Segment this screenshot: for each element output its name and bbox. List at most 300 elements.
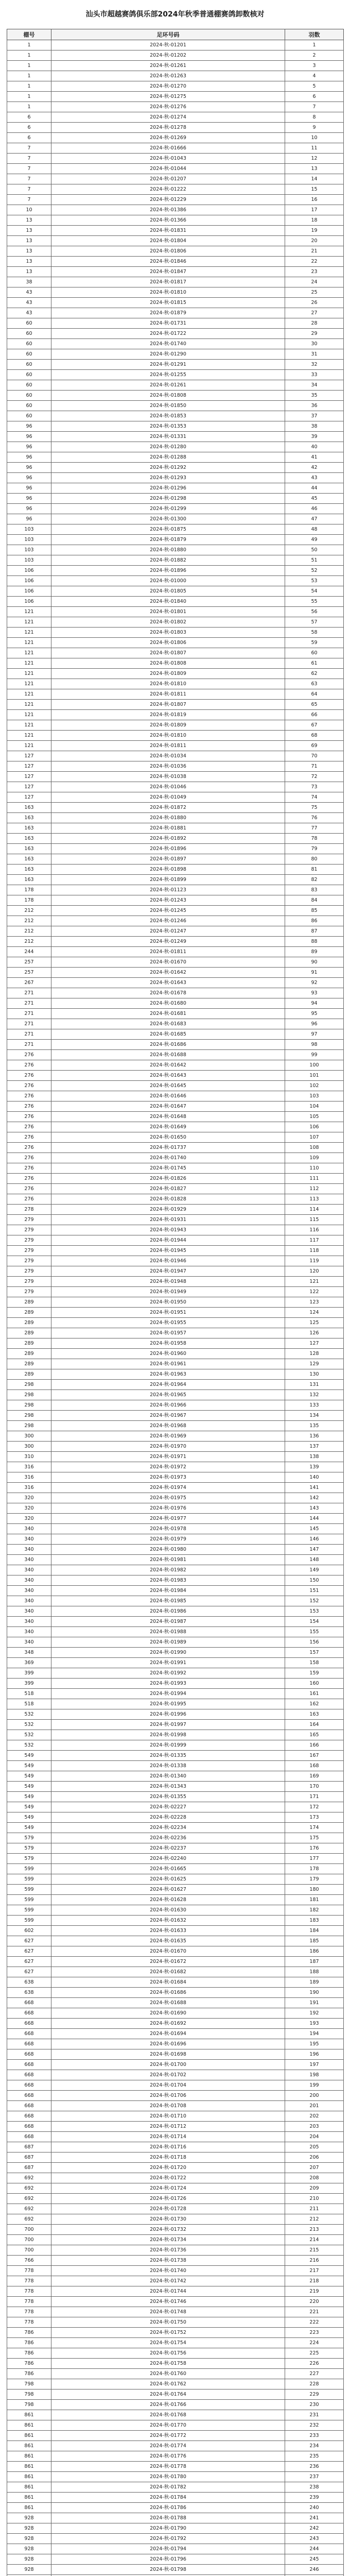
cell-count: 184 (285, 1926, 344, 1936)
table-row (7, 1575, 344, 1586)
cell-loft-number: 178 (7, 885, 51, 895)
cell-ring-number: 2024-秋-01801 (51, 607, 285, 617)
cell-ring-number: 2024-秋-01879 (51, 535, 285, 545)
cell-ring-number: 2024-秋-01806 (51, 246, 285, 257)
cell-ring-number: 2024-秋-01630 (51, 1905, 285, 1916)
cell-loft-number: 599 (7, 1874, 51, 1885)
table-row (7, 2420, 344, 2431)
cell-ring-number: 2024-秋-01804 (51, 236, 285, 246)
cell-ring-number: 2024-秋-01810 (51, 679, 285, 689)
cell-loft-number: 121 (7, 628, 51, 638)
cell-ring-number: 2024-秋-01296 (51, 483, 285, 494)
cell-loft-number: 668 (7, 2019, 51, 2029)
table-row (7, 174, 344, 184)
cell-loft-number: 668 (7, 2080, 51, 2091)
cell-loft-number: 276 (7, 1194, 51, 1205)
cell-count: 76 (285, 813, 344, 823)
cell-ring-number: 2024-秋-01960 (51, 1349, 285, 1359)
table-row (7, 1132, 344, 1143)
table-row (7, 916, 344, 926)
cell-count: 207 (285, 2163, 344, 2173)
cell-ring-number: 2024-秋-01944 (51, 1235, 285, 1246)
cell-ring-number: 2024-秋-01255 (51, 370, 285, 380)
cell-loft-number: 778 (7, 2307, 51, 2317)
cell-count: 2 (285, 50, 344, 61)
table-header-row (7, 29, 344, 40)
table-row (7, 1658, 344, 1668)
cell-count: 199 (285, 2080, 344, 2091)
table-row (7, 2544, 344, 2554)
cell-count: 13 (285, 164, 344, 174)
cell-loft-number: 340 (7, 1637, 51, 1648)
cell-loft-number: 289 (7, 1369, 51, 1380)
table-row (7, 524, 344, 535)
table-row (7, 823, 344, 834)
cell-count: 37 (285, 411, 344, 421)
cell-loft-number: 340 (7, 1524, 51, 1534)
cell-ring-number: 2024-秋-01974 (51, 1483, 285, 1493)
cell-loft-number: 549 (7, 1751, 51, 1761)
table-row (7, 2276, 344, 2286)
cell-count: 114 (285, 1205, 344, 1215)
cell-count: 50 (285, 545, 344, 555)
cell-loft-number: 60 (7, 349, 51, 360)
cell-ring-number: 2024-秋-01728 (51, 2204, 285, 2214)
cell-loft-number: 279 (7, 1246, 51, 1256)
cell-ring-number: 2024-秋-01722 (51, 2173, 285, 2183)
table-row (7, 1771, 344, 1782)
cell-ring-number: 2024-秋-01366 (51, 215, 285, 226)
table-row (7, 1720, 344, 1730)
cell-loft-number: 278 (7, 1205, 51, 1215)
cell-loft-number: 163 (7, 813, 51, 823)
cell-count: 73 (285, 782, 344, 792)
table-row (7, 380, 344, 391)
cell-loft-number: 599 (7, 1916, 51, 1926)
cell-count: 185 (285, 1936, 344, 1946)
table-row (7, 1380, 344, 1390)
cell-loft-number: 549 (7, 1792, 51, 1802)
table-row (7, 246, 344, 257)
table-row (7, 1936, 344, 1946)
cell-count: 117 (285, 1235, 344, 1246)
cell-ring-number: 2024-秋-01796 (51, 2554, 285, 2565)
cell-loft-number: 276 (7, 1071, 51, 1081)
cell-ring-number: 2024-秋-01802 (51, 617, 285, 628)
table-row (7, 298, 344, 308)
cell-ring-number: 2024-秋-01879 (51, 308, 285, 318)
cell-count: 182 (285, 1905, 344, 1916)
cell-ring-number: 2024-秋-01249 (51, 937, 285, 947)
cell-count: 205 (285, 2142, 344, 2153)
cell-count: 202 (285, 2111, 344, 2122)
cell-count: 213 (285, 2225, 344, 2235)
cell-count: 12 (285, 154, 344, 164)
cell-count: 190 (285, 1988, 344, 1998)
cell-count: 221 (285, 2307, 344, 2317)
cell-ring-number: 2024-秋-01808 (51, 391, 285, 401)
cell-count: 18 (285, 215, 344, 226)
cell-count: 138 (285, 1452, 344, 1462)
cell-count: 240 (285, 2503, 344, 2513)
cell-loft-number: 163 (7, 865, 51, 875)
table-row (7, 978, 344, 988)
cell-loft-number: 340 (7, 1617, 51, 1627)
table-row (7, 1359, 344, 1369)
cell-count: 90 (285, 957, 344, 968)
cell-count: 16 (285, 195, 344, 205)
cell-loft-number: 340 (7, 1555, 51, 1565)
table-row (7, 92, 344, 102)
table-row (7, 957, 344, 968)
table-row (7, 2534, 344, 2544)
page-title: 汕头市超越赛鸽俱乐部2024年秋季普通棚赛鸽卸数核对 (85, 10, 265, 19)
cell-loft-number: 96 (7, 504, 51, 514)
cell-ring-number: 2024-秋-01971 (51, 1452, 285, 1462)
cell-count: 95 (285, 1009, 344, 1019)
cell-ring-number: 2024-秋-01261 (51, 380, 285, 391)
table-row (7, 1957, 344, 1967)
cell-count: 45 (285, 494, 344, 504)
cell-loft-number: 861 (7, 2451, 51, 2462)
cell-ring-number: 2024-秋-01991 (51, 1658, 285, 1668)
cell-ring-number: 2024-秋-01782 (51, 2482, 285, 2493)
table-row (7, 1689, 344, 1699)
cell-ring-number: 2024-秋-01840 (51, 597, 285, 607)
table-row (7, 1998, 344, 2008)
cell-loft-number: 1 (7, 102, 51, 112)
cell-count: 28 (285, 318, 344, 329)
table-row (7, 854, 344, 865)
cell-loft-number: 43 (7, 298, 51, 308)
table-row (7, 710, 344, 720)
cell-count: 214 (285, 2235, 344, 2245)
table-row (7, 1338, 344, 1349)
table-row (7, 1823, 344, 1833)
cell-ring-number: 2024-秋-01810 (51, 287, 285, 298)
cell-ring-number: 2024-秋-01968 (51, 1421, 285, 1431)
cell-loft-number: 602 (7, 1926, 51, 1936)
cell-ring-number: 2024-秋-01710 (51, 2111, 285, 2122)
cell-loft-number: 687 (7, 2153, 51, 2163)
cell-loft-number: 279 (7, 1235, 51, 1246)
cell-ring-number: 2024-秋-01970 (51, 1442, 285, 1452)
cell-count: 147 (285, 1545, 344, 1555)
table-row (7, 473, 344, 483)
cell-ring-number: 2024-秋-01847 (51, 267, 285, 277)
table-row (7, 988, 344, 998)
cell-loft-number: 668 (7, 2101, 51, 2111)
cell-count: 156 (285, 1637, 344, 1648)
cell-ring-number: 2024-秋-01872 (51, 803, 285, 813)
table-row (7, 123, 344, 133)
table-row (7, 2348, 344, 2359)
cell-loft-number: 668 (7, 2070, 51, 2080)
cell-count: 59 (285, 638, 344, 648)
cell-loft-number: 1 (7, 50, 51, 61)
cell-count: 81 (285, 865, 344, 875)
cell-ring-number: 2024-秋-01635 (51, 1936, 285, 1946)
cell-loft-number: 316 (7, 1462, 51, 1472)
cell-loft-number: 289 (7, 1318, 51, 1328)
cell-loft-number: 276 (7, 1091, 51, 1101)
cell-count: 100 (285, 1060, 344, 1071)
cell-count: 153 (285, 1606, 344, 1617)
table-row (7, 1246, 344, 1256)
cell-loft-number: 340 (7, 1586, 51, 1596)
cell-count: 233 (285, 2431, 344, 2441)
cell-ring-number: 2024-秋-01768 (51, 2410, 285, 2420)
cell-loft-number: 687 (7, 2142, 51, 2153)
cell-ring-number: 2024-秋-01758 (51, 2359, 285, 2369)
cell-ring-number: 2024-秋-01949 (51, 1287, 285, 1297)
cell-ring-number: 2024-秋-01966 (51, 1400, 285, 1411)
table-row (7, 1112, 344, 1122)
cell-count: 40 (285, 442, 344, 452)
cell-ring-number: 2024-秋-01946 (51, 1256, 285, 1266)
cell-count: 15 (285, 184, 344, 195)
cell-count: 67 (285, 720, 344, 731)
cell-ring-number: 2024-秋-01293 (51, 473, 285, 483)
table-row (7, 2472, 344, 2482)
cell-ring-number: 2024-秋-01780 (51, 2472, 285, 2482)
cell-count: 236 (285, 2462, 344, 2472)
cell-loft-number: 163 (7, 854, 51, 865)
cell-count: 234 (285, 2441, 344, 2451)
cell-loft-number: 579 (7, 1833, 51, 1843)
cell-ring-number: 2024-秋-01643 (51, 1071, 285, 1081)
table-row (7, 1184, 344, 1194)
cell-ring-number: 2024-秋-01975 (51, 1493, 285, 1503)
cell-count: 123 (285, 1297, 344, 1308)
cell-loft-number: 532 (7, 1740, 51, 1751)
cell-count: 171 (285, 1792, 344, 1802)
cell-ring-number: 2024-秋-01948 (51, 1277, 285, 1287)
table-row (7, 154, 344, 164)
cell-loft-number: 279 (7, 1215, 51, 1225)
table-row (7, 1071, 344, 1081)
table-row (7, 1545, 344, 1555)
cell-loft-number: 289 (7, 1297, 51, 1308)
cell-ring-number: 2024-秋-01670 (51, 957, 285, 968)
cell-ring-number: 2024-秋-01995 (51, 1699, 285, 1709)
table-row (7, 1905, 344, 1916)
table-row (7, 2328, 344, 2338)
table-row (7, 1751, 344, 1761)
table-row (7, 2029, 344, 2039)
cell-count: 135 (285, 1421, 344, 1431)
cell-loft-number: 96 (7, 421, 51, 432)
cell-ring-number: 2024-秋-01670 (51, 1946, 285, 1957)
cell-loft-number: 178 (7, 895, 51, 906)
cell-loft-number: 928 (7, 2565, 51, 2575)
table-row (7, 2359, 344, 2369)
table-row (7, 669, 344, 679)
cell-loft-number: 60 (7, 380, 51, 391)
table-row (7, 2039, 344, 2049)
table-row (7, 2410, 344, 2420)
cell-count: 140 (285, 1472, 344, 1483)
cell-ring-number: 2024-秋-01269 (51, 133, 285, 143)
cell-loft-number: 121 (7, 679, 51, 689)
cell-count: 183 (285, 1916, 344, 1926)
cell-loft-number: 267 (7, 978, 51, 988)
cell-ring-number: 2024-秋-01708 (51, 2101, 285, 2111)
cell-loft-number: 121 (7, 658, 51, 669)
table-row (7, 1143, 344, 1153)
cell-loft-number: 60 (7, 339, 51, 349)
cell-loft-number: 276 (7, 1112, 51, 1122)
table-row (7, 1555, 344, 1565)
cell-count: 246 (285, 2565, 344, 2575)
table-row (7, 2451, 344, 2462)
cell-count: 46 (285, 504, 344, 514)
cell-ring-number: 2024-秋-01947 (51, 1266, 285, 1277)
cell-ring-number: 2024-秋-01202 (51, 50, 285, 61)
cell-loft-number: 276 (7, 1060, 51, 1071)
cell-loft-number: 786 (7, 2369, 51, 2379)
cell-loft-number: 320 (7, 1493, 51, 1503)
cell-count: 232 (285, 2420, 344, 2431)
table-row (7, 1730, 344, 1740)
cell-ring-number: 2024-秋-01730 (51, 2214, 285, 2225)
cell-loft-number: 861 (7, 2420, 51, 2431)
cell-count: 119 (285, 1256, 344, 1266)
cell-count: 148 (285, 1555, 344, 1565)
cell-loft-number: 127 (7, 792, 51, 803)
table-row (7, 1297, 344, 1308)
cell-loft-number: 257 (7, 957, 51, 968)
cell-ring-number: 2024-秋-02234 (51, 1823, 285, 1833)
cell-count: 55 (285, 597, 344, 607)
table-row (7, 1885, 344, 1895)
cell-loft-number: 340 (7, 1534, 51, 1545)
cell-ring-number: 2024-秋-01649 (51, 1122, 285, 1132)
cell-count: 165 (285, 1730, 344, 1740)
cell-loft-number: 549 (7, 1771, 51, 1782)
cell-ring-number: 2024-秋-01803 (51, 628, 285, 638)
cell-count: 166 (285, 1740, 344, 1751)
table-row (7, 1854, 344, 1864)
cell-loft-number: 106 (7, 576, 51, 586)
cell-ring-number: 2024-秋-01685 (51, 1029, 285, 1040)
cell-count: 94 (285, 998, 344, 1009)
cell-loft-number: 700 (7, 2245, 51, 2256)
cell-loft-number: 121 (7, 731, 51, 741)
cell-loft-number: 668 (7, 2029, 51, 2039)
cell-ring-number: 2024-秋-01969 (51, 1431, 285, 1442)
cell-loft-number: 298 (7, 1421, 51, 1431)
table-row (7, 1493, 344, 1503)
cell-ring-number: 2024-秋-01807 (51, 648, 285, 658)
cell-count: 39 (285, 432, 344, 442)
cell-ring-number: 2024-秋-01696 (51, 2039, 285, 2049)
table-row (7, 813, 344, 823)
cell-loft-number: 96 (7, 442, 51, 452)
cell-ring-number: 2024-秋-01815 (51, 298, 285, 308)
cell-loft-number: 127 (7, 782, 51, 792)
table-row (7, 947, 344, 957)
cell-ring-number: 2024-秋-01999 (51, 1740, 285, 1751)
cell-count: 111 (285, 1174, 344, 1184)
table-row (7, 1967, 344, 1977)
table-row (7, 885, 344, 895)
cell-loft-number: 271 (7, 988, 51, 998)
cell-ring-number: 2024-秋-01288 (51, 452, 285, 463)
table-row (7, 1740, 344, 1751)
cell-ring-number: 2024-秋-01222 (51, 184, 285, 195)
table-row (7, 401, 344, 411)
cell-ring-number: 2024-秋-01997 (51, 1720, 285, 1730)
cell-ring-number: 2024-秋-01977 (51, 1514, 285, 1524)
cell-count: 29 (285, 329, 344, 339)
cell-count: 245 (285, 2554, 344, 2565)
cell-ring-number: 2024-秋-01046 (51, 782, 285, 792)
cell-loft-number: 798 (7, 2379, 51, 2389)
table-row (7, 2441, 344, 2451)
cell-count: 132 (285, 1390, 344, 1400)
cell-count: 225 (285, 2348, 344, 2359)
cell-count: 159 (285, 1668, 344, 1679)
cell-ring-number: 2024-秋-01955 (51, 1318, 285, 1328)
table-row (7, 792, 344, 803)
cell-ring-number: 2024-秋-01650 (51, 1132, 285, 1143)
cell-loft-number: 549 (7, 1823, 51, 1833)
table-row (7, 2173, 344, 2183)
cell-loft-number: 668 (7, 2091, 51, 2101)
cell-ring-number: 2024-秋-01678 (51, 988, 285, 998)
cell-count: 131 (285, 1380, 344, 1390)
cell-loft-number: 786 (7, 2338, 51, 2348)
table-row (7, 648, 344, 658)
cell-count: 49 (285, 535, 344, 545)
cell-ring-number: 2024-秋-01808 (51, 658, 285, 669)
cell-loft-number: 638 (7, 1977, 51, 1988)
table-row (7, 1400, 344, 1411)
cell-loft-number: 121 (7, 638, 51, 648)
cell-count: 32 (285, 360, 344, 370)
cell-count: 70 (285, 751, 344, 761)
cell-count: 64 (285, 689, 344, 700)
cell-ring-number: 2024-秋-01680 (51, 998, 285, 1009)
table-row (7, 658, 344, 669)
cell-ring-number: 2024-秋-01720 (51, 2163, 285, 2173)
cell-ring-number: 2024-秋-01896 (51, 566, 285, 576)
table-row (7, 1627, 344, 1637)
table-row (7, 1565, 344, 1575)
cell-ring-number: 2024-秋-01261 (51, 61, 285, 71)
table-row (7, 628, 344, 638)
cell-loft-number: 276 (7, 1174, 51, 1184)
cell-ring-number: 2024-秋-01986 (51, 1606, 285, 1617)
cell-count: 120 (285, 1266, 344, 1277)
cell-count: 51 (285, 555, 344, 566)
cell-loft-number: 7 (7, 195, 51, 205)
cell-count: 229 (285, 2389, 344, 2400)
cell-ring-number: 2024-秋-01270 (51, 81, 285, 92)
cell-loft-number: 692 (7, 2214, 51, 2225)
cell-loft-number: 276 (7, 1101, 51, 1112)
cell-count: 6 (285, 92, 344, 102)
cell-ring-number: 2024-秋-01280 (51, 442, 285, 452)
cell-count: 133 (285, 1400, 344, 1411)
cell-ring-number: 2024-秋-01740 (51, 339, 285, 349)
cell-loft-number: 7 (7, 174, 51, 184)
table-row (7, 514, 344, 524)
table-row (7, 607, 344, 617)
cell-loft-number: 532 (7, 1709, 51, 1720)
cell-count: 31 (285, 349, 344, 360)
